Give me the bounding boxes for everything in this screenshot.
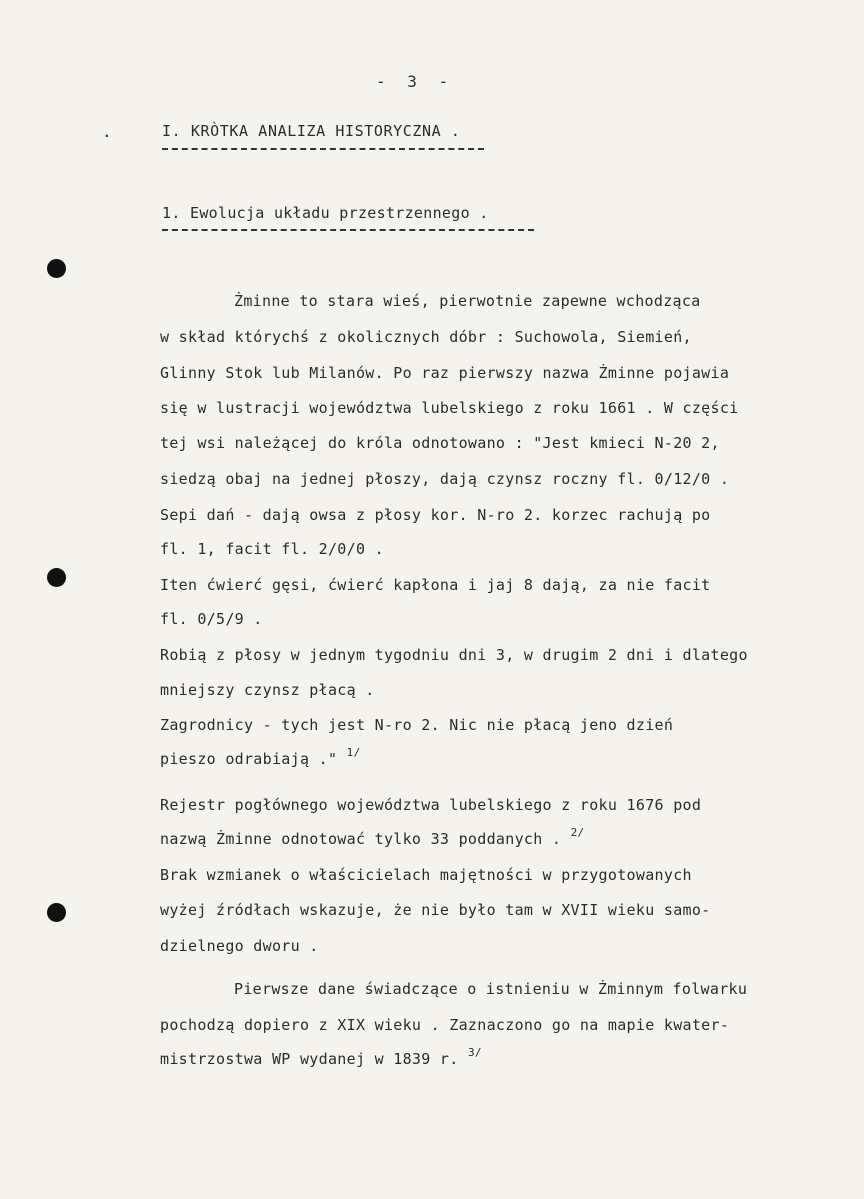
body-line: wyżej źródłach wskazuje, że nie było tam w XVII wieku samo- (160, 901, 711, 919)
body-line: siedzą obaj na jednej płoszy, dają czynsz roczny fl. 0/12/0 . (160, 470, 730, 488)
body-line: w skład którychś z okolicznych dóbr : Suchowola, Siemień, (160, 328, 692, 346)
footnote-mark: 1/ (346, 746, 361, 759)
body-line-text: nazwą Żminne odnotować tylko 33 poddanych . (160, 830, 562, 848)
body-line: dzielnego dworu . (160, 937, 319, 955)
body-line-text: mistrzostwa WP wydanej w 1839 r. (160, 1050, 459, 1068)
body-line: się w lustracji województwa lubelskiego z roku 1661 . W części (160, 399, 739, 417)
body-line (160, 746, 361, 768)
body-line-text: pieszo odrabiają ." (160, 750, 338, 768)
body-line: fl. 1, facit fl. 2/0/0 . (160, 540, 384, 558)
body-line: Rejestr pogłównego województwa lubelskiego z roku 1676 pod (160, 796, 702, 814)
footnote-mark: 2/ (570, 826, 585, 839)
punch-hole-3 (47, 903, 66, 922)
section-title-underline (162, 229, 534, 231)
body-line: Brak wzmianek o właścicielach majętności w przygotowanych (160, 866, 692, 884)
page-number: - 3 - (376, 72, 455, 91)
body-line: mniejszy czynsz płacą . (160, 681, 375, 699)
body-line (160, 826, 585, 848)
punch-hole-1 (47, 259, 66, 278)
body-line: Zagrodnicy - tych jest N-ro 2. Nic nie płacą jeno dzień (160, 716, 674, 734)
body-line: Robią z płosy w jednym tygodniu dni 3, w drugim 2 dni i dlatego (160, 646, 748, 664)
body-line: Żminne to stara wieś, pierwotnie zapewne wchodząca (234, 292, 701, 310)
section-title: 1. Ewolucja układu przestrzennego . (162, 204, 489, 222)
chapter-title-underline (162, 148, 484, 150)
footnote-mark: 3/ (467, 1046, 482, 1059)
body-line: Sepi dań - dają owsa z płosy kor. N-ro 2. korzec rachują po (160, 506, 711, 524)
body-line: fl. 0/5/9 . (160, 610, 263, 628)
chapter-bullet: . (102, 122, 112, 141)
body-line (160, 1046, 482, 1068)
body-line: Iten ćwierć gęsi, ćwierć kapłona i jaj 8 dają, za nie facit (160, 576, 711, 594)
chapter-title: I. KRÒTKA ANALIZA HISTORYCZNA . (162, 122, 461, 140)
punch-hole-2 (47, 568, 66, 587)
body-line: Glinny Stok lub Milanów. Po raz pierwszy nazwa Żminne pojawia (160, 364, 730, 382)
body-line: tej wsi należącej do króla odnotowano : "Jest kmieci N-20 2, (160, 434, 720, 452)
body-line: Pierwsze dane świadczące o istnieniu w Żminnym folwarku (234, 980, 748, 998)
body-line: pochodzą dopiero z XIX wieku . Zaznaczono go na mapie kwater- (160, 1016, 730, 1034)
